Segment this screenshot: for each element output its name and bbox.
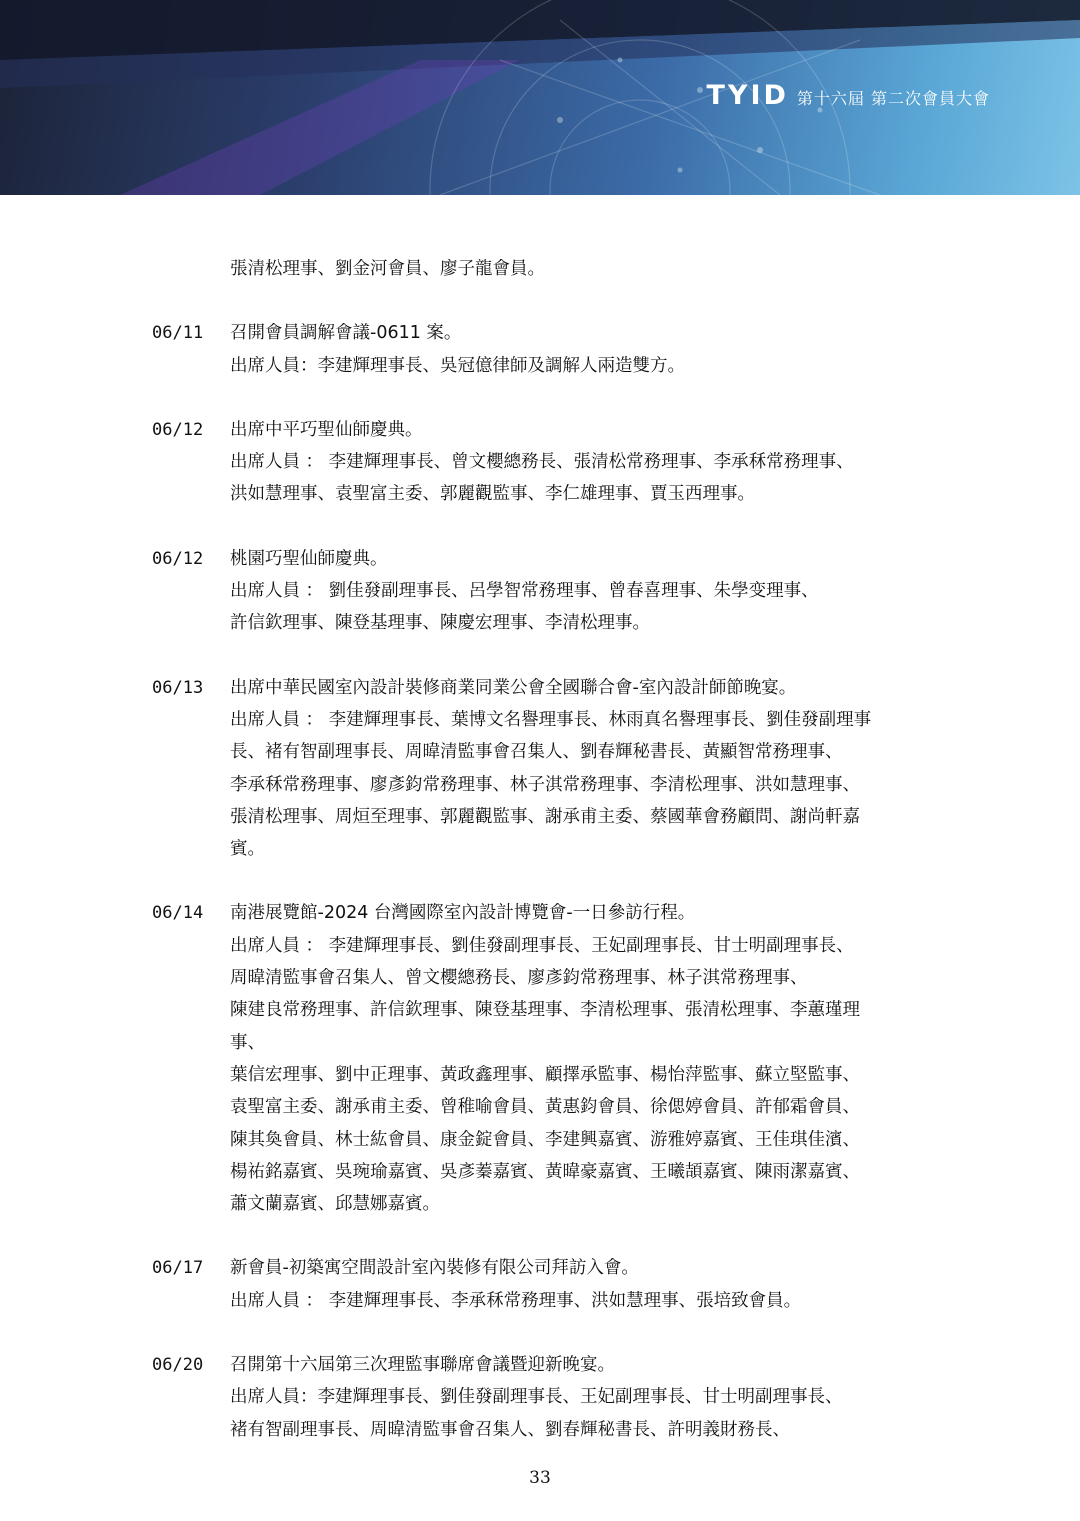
entry-line: 出席人員 ： 李建輝理事長、劉佳發副理事長、王妃副理事長、甘士明副理事長、 (230, 935, 854, 956)
entry-date: 06/12 (152, 419, 204, 440)
entry-line: 新會員-初築寓空間設計室內裝修有限公司拜訪入會。 (230, 1258, 639, 1279)
tyid-logo: TYID (706, 80, 789, 111)
meeting-title: 第十六屆 第二次會員大會 (796, 89, 990, 108)
entry-0617 (0, 1252, 1080, 1317)
entry-line: 許信欽理事、陳登基理事、陳慶宏理事、李清松理事。 (230, 613, 650, 634)
entry-line: 洪如慧理事、袁聖富主委、郭麗觀監事、李仁雄理事、賈玉西理事。 (230, 484, 755, 505)
entry-line: 周暐清監事會召集人、曾文櫻總務長、廖彥鈞常務理事、林子淇常務理事、 (230, 968, 808, 989)
entry-line: 出席人員：李建輝理事長、劉佳發副理事長、王妃副理事長、甘士明副理事長、 (230, 1387, 843, 1408)
entry-0614 (0, 897, 1080, 1220)
entry-0612-b (0, 543, 1080, 640)
entry-0611 (0, 317, 1080, 382)
entry-continuation (0, 253, 1080, 285)
header-banner (0, 0, 1080, 195)
entry-line: 陳建良常務理事、許信欽理事、陳登基理事、李清松理事、張清松理事、李蕙瑾理 (230, 1000, 860, 1021)
entry-date: 06/20 (152, 1355, 204, 1376)
entry-line: 召開會員調解會議-0611 案。 (230, 323, 462, 344)
entry-line: 長、褚有智副理事長、周暐清監事會召集人、劉春輝秘書長、黃顯智常務理事、 (230, 742, 843, 763)
entry-line: 張清松理事、劉金河會員、廖子龍會員。 (230, 259, 545, 279)
entry-0612-a (0, 414, 1080, 511)
entry-date: 06/17 (152, 1258, 204, 1279)
entry-line: 出席人員 ： 劉佳發副理事長、呂學智常務理事、曾春喜理事、朱學变理事、 (230, 581, 819, 602)
entry-0620 (0, 1349, 1080, 1446)
page-number: 33 (529, 1468, 551, 1488)
entry-line: 賓。 (230, 839, 265, 860)
entry-0613 (0, 672, 1080, 866)
entry-line: 出席人員：李建輝理事長、吳冠億律師及調解人兩造雙方。 (230, 355, 685, 376)
entry-line: 出席中平巧聖仙師慶典。 (230, 419, 423, 440)
entry-date: 06/11 (152, 323, 204, 344)
entry-date: 06/14 (152, 903, 204, 924)
entry-date: 06/13 (152, 677, 204, 698)
entry-line: 召開第十六屆第三次理監事聯席會議暨迎新晚宴。 (230, 1355, 615, 1376)
header-brand (706, 80, 990, 111)
entry-line: 袁聖富主委、謝承甫主委、曾稚喻會員、黃惠鈞會員、徐偲婷會員、許郁霜會員、 (230, 1097, 860, 1118)
entry-line: 出席人員 ： 李建輝理事長、葉博文名譽理事長、林雨真名譽理事長、劉佳發副理事 (230, 709, 872, 730)
entry-line: 蕭文蘭嘉賓、邱慧娜嘉賓。 (230, 1194, 440, 1215)
entry-line: 桃園巧聖仙師慶典。 (230, 548, 388, 569)
document-body (0, 253, 1080, 1478)
entry-line: 事、 (230, 1032, 265, 1053)
entry-line: 出席中華民國室內設計裝修商業同業公會全國聯合會-室內設計師節晚宴。 (230, 677, 797, 698)
entry-line: 李承秝常務理事、廖彥鈞常務理事、林子淇常務理事、李清松理事、洪如慧理事、 (230, 774, 860, 795)
entry-date: 06/12 (152, 548, 204, 569)
entry-line: 出席人員 ： 李建輝理事長、曾文櫻總務長、張清松常務理事、李承秝常務理事、 (230, 452, 854, 473)
entry-line: 葉信宏理事、劉中正理事、黃政鑫理事、顧擇承監事、楊怡萍監事、蘇立堅監事、 (230, 1064, 860, 1085)
entry-line: 褚有智副理事長、周暐清監事會召集人、劉春輝秘書長、許明義財務長、 (230, 1419, 790, 1440)
entry-line: 南港展覽館-2024 台灣國際室內設計博覽會-一日參訪行程。 (230, 903, 696, 924)
entry-line: 出席人員 ： 李建輝理事長、李承秝常務理事、洪如慧理事、張培致會員。 (230, 1290, 802, 1311)
entry-line: 張清松理事、周烜至理事、郭麗觀監事、謝承甫主委、蔡國華會務顧問、謝尚軒嘉 (230, 806, 860, 827)
entry-line: 陳其奐會員、林士紘會員、康金錠會員、李建興嘉賓、游雅婷嘉賓、王佳琪佳濱、 (230, 1129, 860, 1150)
entry-line: 楊祐銘嘉賓、吳琬瑜嘉賓、吳彥蓁嘉賓、黃暐豪嘉賓、王曦頡嘉賓、陳雨潔嘉賓、 (230, 1161, 860, 1182)
